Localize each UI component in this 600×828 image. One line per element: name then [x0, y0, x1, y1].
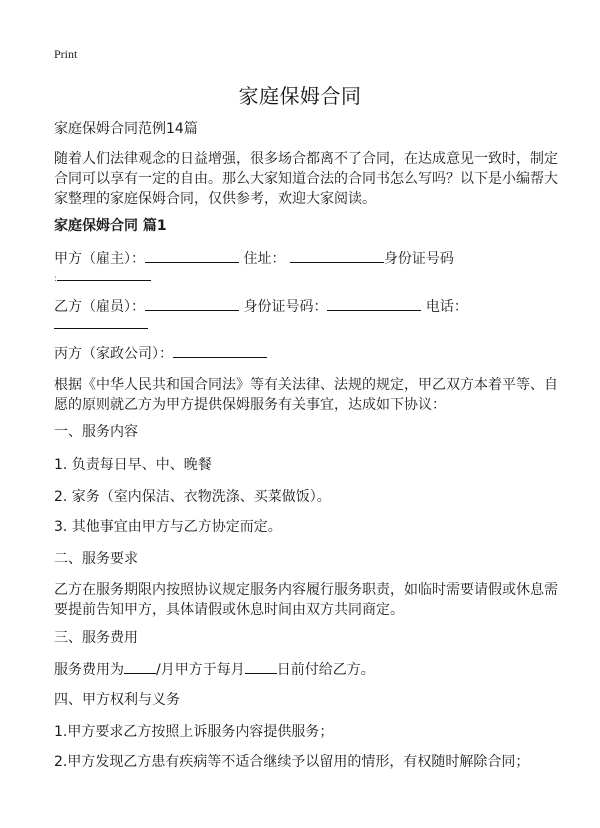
section-2-paragraph — [54, 580, 558, 620]
document-subtitle: 家庭保姆合同范例14篇 — [54, 121, 198, 137]
section-heading: 家庭保姆合同 篇1 — [54, 218, 167, 234]
fee-text: 服务费用为 — [54, 662, 124, 678]
preamble-paragraph — [54, 375, 558, 415]
print-label: Print — [54, 47, 78, 61]
party-a-name-blank[interactable] — [145, 248, 239, 263]
preamble-line: 愿的原则就乙方为甲方提供保姆服务有关事宜，达成如下协议： — [54, 397, 446, 413]
fee-text: 日前付给乙方。 — [276, 662, 375, 678]
address-blank[interactable] — [290, 248, 384, 263]
party-b-phone-row — [54, 314, 148, 335]
document-title: 家庭保姆合同 — [238, 84, 362, 108]
payment-day-blank[interactable] — [245, 659, 277, 674]
section-2-line: 要提前告知甲方，具体请假或休息时间由双方共同商定。 — [54, 602, 404, 618]
section-3-heading: 三、服务费用 — [54, 630, 138, 646]
party-b-name-blank[interactable] — [145, 296, 239, 311]
section-3-fee-row — [54, 659, 375, 680]
party-b-label: 乙方（雇员）： — [54, 299, 145, 315]
intro-line: 随着人们法律观念的日益增强，很多场合都离不了合同，在达成意见一致时，制定 — [54, 151, 558, 167]
id-colon: : — [54, 274, 58, 284]
section-4-item: 1.甲方要求乙方按照上诉服务内容提供服务； — [54, 724, 334, 740]
intro-line: 合同可以享有一定的自由。那么大家知道合法的合同书怎么写吗？以下是小编帮大 — [54, 171, 558, 187]
party-b-phone-blank[interactable] — [54, 314, 148, 329]
party-a-id-blank[interactable] — [57, 266, 151, 281]
fee-text: /月甲方于每月 — [156, 662, 245, 678]
address-label: 住址： — [243, 251, 286, 267]
section-1-item: 2. 家务（室内保洁、衣物洗涤、买菜做饭）。 — [54, 489, 331, 505]
section-1-item: 3. 其他事宜由甲方与乙方协定而定。 — [54, 519, 282, 535]
party-c-name-blank[interactable] — [173, 343, 267, 358]
preamble-line: 根据《中华人民共和国合同法》等有关法律、法规的规定，甲乙双方本着平等、自 — [54, 377, 558, 393]
section-1-heading: 一、服务内容 — [54, 424, 138, 440]
party-c-row — [54, 343, 267, 364]
party-b-id-label: 身份证号码： — [243, 299, 328, 315]
party-b-id-blank[interactable] — [327, 296, 421, 311]
intro-line: 家整理的家庭保姆合同，仅供参考，欢迎大家阅读。 — [54, 191, 376, 207]
section-1-item: 1. 负责每日早、中、晚餐 — [54, 457, 212, 473]
party-a-id-row — [54, 266, 151, 289]
section-4-heading: 四、甲方权利与义务 — [54, 692, 180, 708]
section-2-heading: 二、服务要求 — [54, 551, 138, 567]
party-c-label: 丙方（家政公司）： — [54, 346, 173, 362]
id-label: 身份证号码 — [383, 251, 454, 267]
section-2-line: 乙方在服务期限内按照协议规定服务内容履行服务职责，如临时需要请假或休息需 — [54, 582, 558, 598]
phone-label: 电话： — [425, 299, 468, 315]
section-4-item: 2.甲方发现乙方患有疾病等不适合继续予以留用的情形，有权随时解除合同； — [54, 754, 530, 770]
monthly-fee-blank[interactable] — [124, 659, 156, 674]
party-a-label: 甲方（雇主）： — [54, 251, 145, 267]
intro-paragraph — [54, 149, 558, 209]
